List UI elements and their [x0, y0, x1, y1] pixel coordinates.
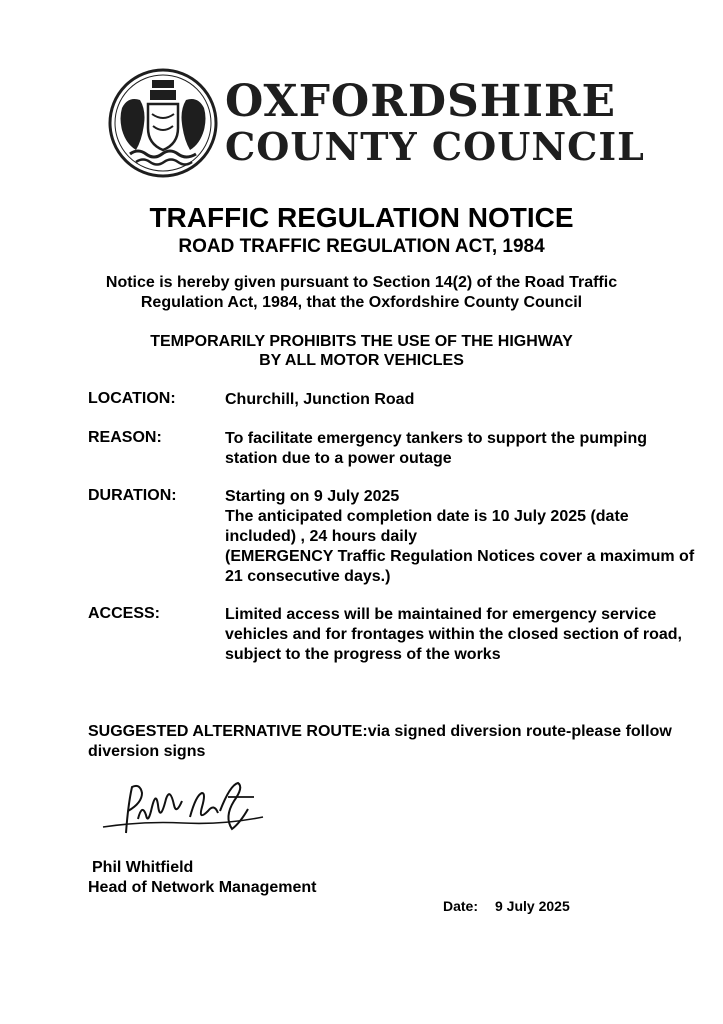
duration-note: (EMERGENCY Traffic Regulation Notices cover a maximum of 21 consecutive days.) — [225, 548, 695, 585]
alternative-route: SUGGESTED ALTERNATIVE ROUTE:via signed diversion route-please follow diversion signs — [88, 723, 672, 760]
date-value: 9 July 2025 — [495, 898, 570, 914]
coat-of-arms-icon — [108, 68, 218, 178]
date-label: Date: — [443, 898, 479, 914]
reason-value: To facilitate emergency tankers to support the pumping station due to a power outage — [225, 430, 647, 467]
notice-title: TRAFFIC REGULATION NOTICE — [149, 202, 574, 233]
location-label: LOCATION: — [88, 390, 176, 407]
prohibition-line1: TEMPORARILY PROHIBITS THE USE OF THE HIGHWAY — [150, 333, 573, 350]
duration-completion: The anticipated completion date is 10 July 2025 (date included) , 24 hours daily — [225, 508, 629, 545]
location-value: Churchill, Junction Road — [225, 391, 415, 408]
duration-value — [225, 487, 695, 587]
signatory-title: Head of Network Management — [88, 879, 317, 896]
access-value: Limited access will be maintained for emergency service vehicles and for frontages within the closed section of road, subject to the progress of the works — [225, 606, 682, 663]
access-label: ACCESS: — [88, 605, 161, 622]
duration-label: DURATION: — [88, 487, 177, 504]
signatory-name: Phil Whitfield — [92, 859, 194, 876]
prohibition-statement — [0, 332, 723, 370]
council-name-line2: COUNTY COUNCIL — [225, 124, 645, 169]
signature-icon — [98, 775, 268, 845]
notice-subtitle: ROAD TRAFFIC REGULATION ACT, 1984 — [178, 236, 545, 257]
intro-line1: Notice is hereby given pursuant to Section 14(2) of the Road Traffic — [105, 274, 618, 291]
intro-line2: Regulation Act, 1984, that the Oxfordshire County Council — [140, 294, 583, 311]
prohibition-line2: BY ALL MOTOR VEHICLES — [259, 352, 464, 369]
reason-label: REASON: — [88, 429, 162, 446]
duration-start: Starting on 9 July 2025 — [225, 488, 400, 505]
council-name-line1: OXFORDSHIRE — [225, 76, 617, 127]
intro-paragraph — [0, 273, 723, 313]
